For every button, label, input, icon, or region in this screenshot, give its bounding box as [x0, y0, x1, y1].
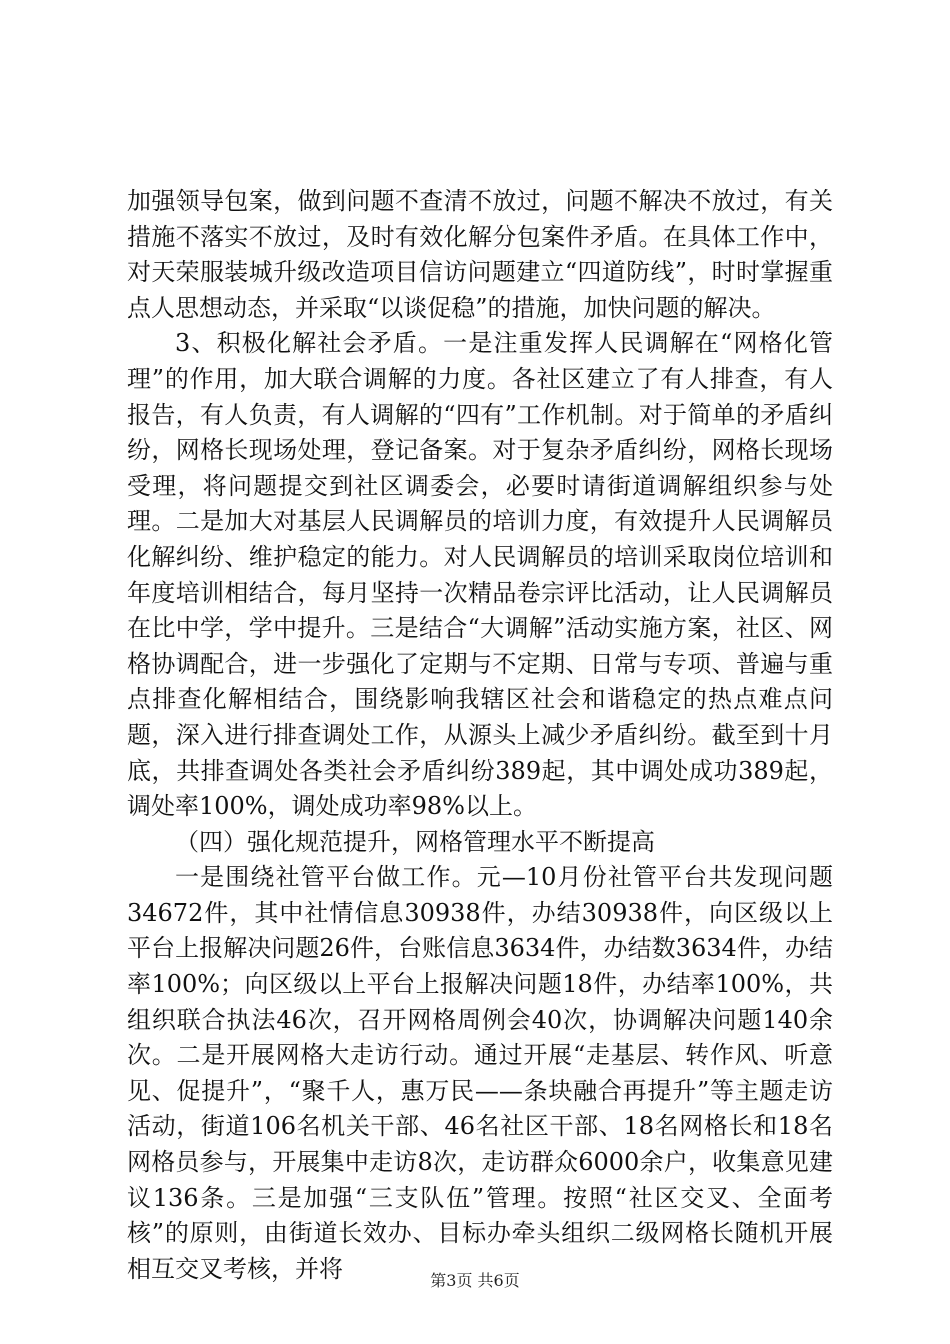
page-footer: 第3页 共6页 — [430, 1271, 520, 1290]
section-heading: （四）强化规范提升，网格管理水平不断提高 — [175, 827, 655, 856]
paragraph-2: 3、积极化解社会矛盾。一是注重发挥人民调解在“网格化管理”的作用，加大联合调解的力度。各社区建立了有人排查，有人报告，有人负责，有人调解的“四有”工作机制。对于简单的矛盾纠纷，网格长现场处理，登记备案。对于复杂矛盾纠纷，网格长现场受理，将问题提交到社区调委会，必要时请街道调解组织参与处理。二是加大对基层人民调解员的培训力度，有效提升人民调解员化解纠纷、维护稳定的能力。对人民调解员的培训采取岗位培训和年度培训相结合，每月坚持一次精品卷宗评比活动，让人民调解员在比中学，学中提升。三是结合“大调解”活动实施方案，社区、网格协调配合，进一步强化了定期与不定期、日常与专项、普遍与重点排查化解相结合，围绕影响我辖区社会和谐稳定的热点难点问题，深入进行排查调处工作，从源头上减少矛盾纠纷。截至到十月底，共排查调处各类社会矛盾纠纷389起，其中调处成功389起，调处率100%，调处成功率98%以上。 — [127, 329, 833, 821]
document-body — [127, 184, 833, 1287]
paragraph-3: 一是围绕社管平台做工作。元—10月份社管平台共发现问题34672件，其中社情信息30938件，办结30938件，向区级以上平台上报解决问题26件，台账信息3634件，办结数3634件，办结率100%；向区级以上平台上报解决问题18件，办结率100%，共组织联合执法46次，召开网格周例会40次，协调解决问题140余次。二是开展网格大走访行动。通过开展“走基层、转作风、听意见、促提升”，“聚千人，惠万民——条块融合再提升”等主题走访活动，街道106名机关干部、46名社区干部、18名网格长和18名网格员参与，开展集中走访8次，走访群众6000余户，收集意见建议136条。三是加强“三支队伍”管理。按照“社区交叉、全面考核”的原则，由街道长效办、目标办牵头组织二级网格长随机开展相互交叉考核，并将 — [127, 863, 833, 1283]
paragraph-1: 加强领导包案，做到问题不查清不放过，问题不解决不放过，有关措施不落实不放过，及时有效化解分包案件矛盾。在具体工作中，对天荣服装城升级改造项目信访问题建立“四道防线”，时时掌握重点人思想动态，并采取“以谈促稳”的措施，加快问题的解决。 — [127, 187, 833, 322]
